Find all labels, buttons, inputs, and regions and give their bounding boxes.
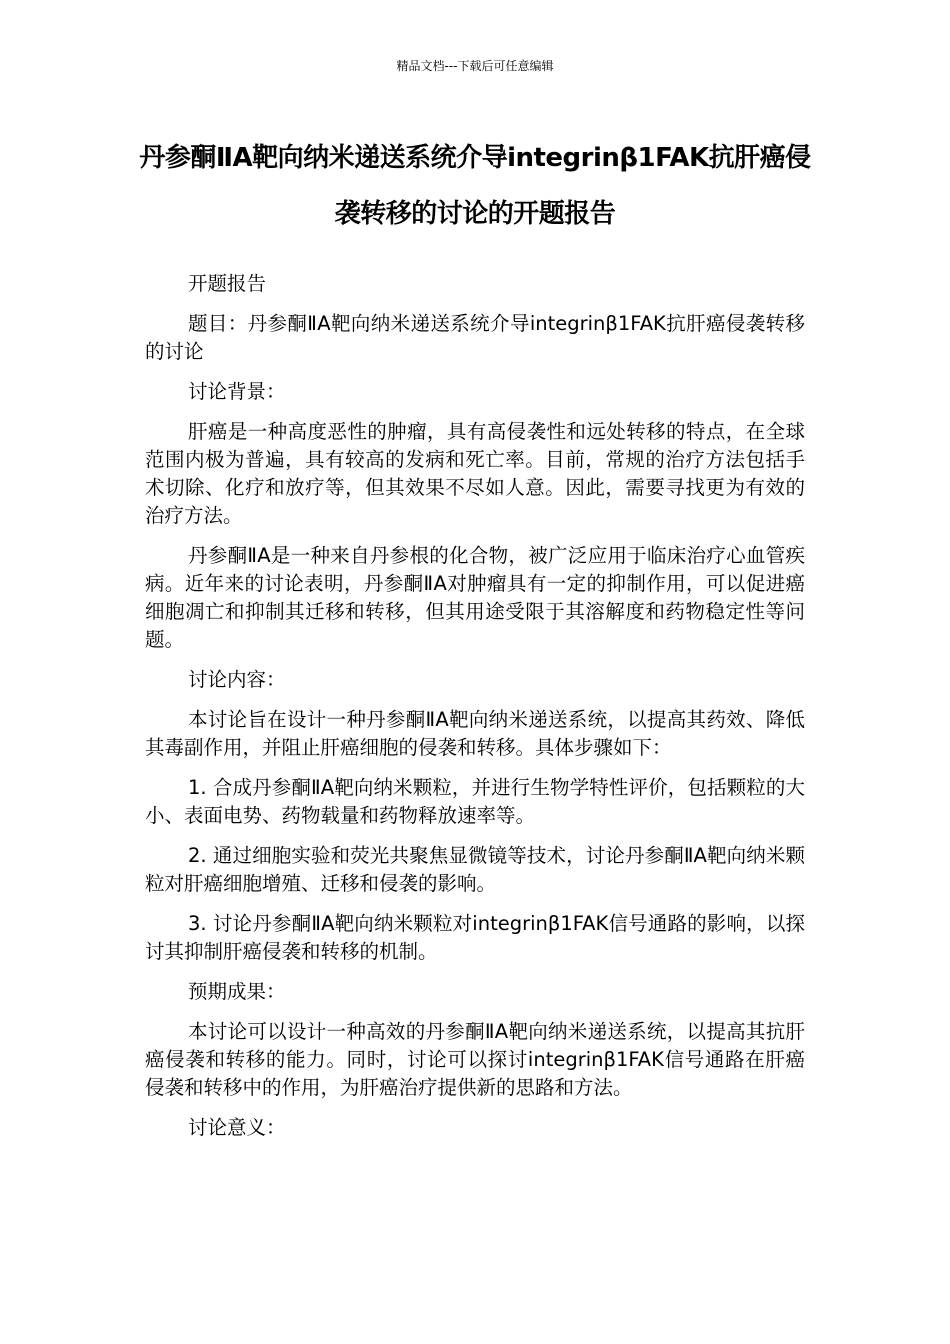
section-heading-outcomes: 预期成果： <box>188 980 286 1003</box>
background-paragraph-2: 丹参酮ⅡA是一种来自丹参根的化合物，被广泛应用于临床治疗心血管疾病。近年来的讨论表明，丹参酮ⅡA对肿瘤具有一定的抑制作用，可以促进癌细胞凋亡和抑制其迁移和转移，但其用途受限于其溶解度和药物稳定性等问题。 <box>145 544 805 651</box>
section-heading-background: 讨论背景： <box>188 380 286 403</box>
section-heading-content: 讨论内容： <box>188 668 286 691</box>
section-label-report: 开题报告 <box>188 272 267 295</box>
document-body <box>145 270 805 1154</box>
step-2: 2. 通过细胞实验和荧光共聚焦显微镜等技术，讨论丹参酮ⅡA靶向纳米颗粒对肝癌细胞增殖、迁移和侵袭的影响。 <box>145 844 805 895</box>
topic-paragraph: 题目：丹参酮ⅡA靶向纳米递送系统介导integrinβ1FAK抗肝癌侵袭转移的讨论 <box>145 312 805 363</box>
background-paragraph-1: 肝癌是一种高度恶性的肿瘤，具有高侵袭性和远处转移的特点，在全球范围内极为普遍，具有较高的发病和死亡率。目前，常规的治疗方法包括手术切除、化疗和放疗等，但其效果不尽如人意。因此，需要寻找更为有效的治疗方法。 <box>145 420 805 527</box>
header-note: 精品文档---下载后可任意编辑 <box>396 59 554 73</box>
step-1: 1. 合成丹参酮ⅡA靶向纳米颗粒，并进行生物学特性评价，包括颗粒的大小、表面电势、药物载量和药物释放速率等。 <box>145 776 805 827</box>
section-heading-significance: 讨论意义： <box>188 1116 286 1139</box>
step-3: 3. 讨论丹参酮ⅡA靶向纳米颗粒对integrinβ1FAK信号通路的影响，以探讨其抑制肝癌侵袭和转移的机制。 <box>145 912 805 963</box>
document-title: 丹参酮ⅡA靶向纳米递送系统介导integrinβ1FAK抗肝癌侵袭转移的讨论的开题报告 <box>139 143 811 229</box>
outcomes-paragraph: 本讨论可以设计一种高效的丹参酮ⅡA靶向纳米递送系统，以提高其抗肝癌侵袭和转移的能力。同时，讨论可以探讨integrinβ1FAK信号通路在肝癌侵袭和转移中的作用，为肝癌治疗提供新的思路和方法。 <box>145 1020 805 1099</box>
content-paragraph: 本讨论旨在设计一种丹参酮ⅡA靶向纳米递送系统，以提高其药效、降低其毒副作用，并阻止肝癌细胞的侵袭和转移。具体步骤如下： <box>145 708 805 759</box>
